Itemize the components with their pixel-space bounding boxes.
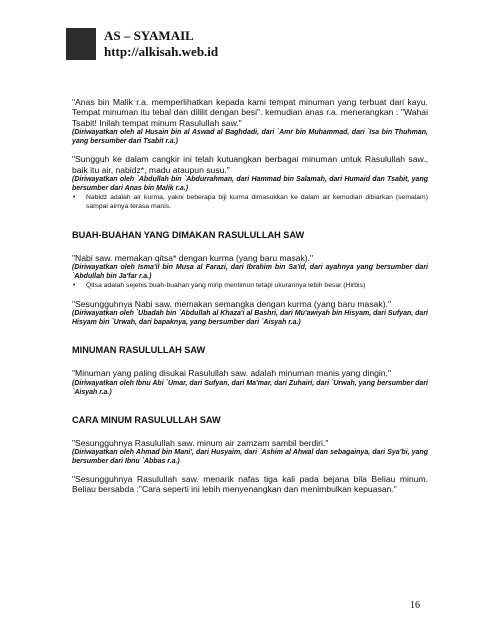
section-heading: MINUMAN RASULULLAH SAW: [72, 345, 206, 356]
document-url: http://alkisah.web.id: [104, 44, 219, 59]
footnote-bullet: [72, 282, 428, 291]
page-content: [72, 97, 428, 495]
footnote-bullet: [72, 194, 428, 212]
section-heading: CARA MINUM RASULULLAH SAW: [72, 414, 221, 425]
hadith-source: (Diriwayatkan oleh al Husain bin al Aswad al Baghdadi, dari `Amr bin Muhammad, dari `Isa bin Thuhman, yang bersumber dari Tsabit r.a.): [72, 129, 428, 146]
hadith-quote: "Sesungguhnya Nabi saw. memakan semangka dengan kurma (yang baru masak).": [72, 298, 391, 309]
hadith-source: (Diriwayatkan oleh `Abdullah bin `Abdurrahman, dari Hammad bin Salamah, dari Humaid dan Tsabit, yang bersumber dari Anas bin Malik r.a.): [72, 176, 428, 193]
hadith-quote: "Sesungguhnya Rasulullah saw. menarik nafas tiga kali pada bejana bila Beliau minum. Beliau bersabda :"Cara seperti ini lebih menyenangkan dan menimbulkan kepuasan.": [72, 474, 428, 495]
bullet-icon: •: [73, 282, 76, 290]
hadith-quote: "Minuman yang paling disukai Rasulullah saw. adalah minuman manis yang dingin.": [72, 368, 392, 379]
footnote-text: Nabidz adalah air kurma, yakni beberapa biji kurma dimasukkan ke dalam air kemudian dibiarkan (semalam) sampai airnya terasa manis.: [86, 194, 428, 210]
hadith-source: (Diriwayatkan oleh `Ubadah bin `Abdullah al Khaza'i al Bashri, dari Mu'awiyah bin Hisyam, dari Sufyan, dari Hisyam bin `Urwah, dari bapaknya, yang bersumber dari `Aisyah r.a.): [72, 310, 428, 327]
document-title: AS – SYAMAIL: [104, 28, 194, 43]
hadith-source: (Diriwayatkan oleh Ibnu Abi `Umar, dari Sufyan, dari Ma'mar, dari Zuhairi, dari `Urwah, yang bersumber dari `Aisyah r.a.): [72, 379, 428, 396]
section-heading: BUAH-BUAHAN YANG DIMAKAN RASULULLAH SAW: [72, 229, 305, 240]
bullet-icon: •: [73, 194, 76, 202]
hadith-source: (Diriwayatkan oleh Ahmad bin Mani', dari Husyaim, dari `Ashim al Ahwal dan sebagainya, dari Sya'bi, yang bersumber dari Ibnu `Abbas r.a.): [72, 449, 428, 466]
header-bar-decoration: [66, 28, 96, 60]
hadith-quote: "Sesungguhnya Rasulullah saw. minum air zamzam sambil berdiri.": [72, 437, 329, 448]
footnote-text: Qitsa adalah sejenis buah-buahan yang mirip mentimun tetapi ukurannya lebih besar (Hirbis): [86, 282, 366, 290]
hadith-quote: "Nabi saw. memakan qitsa* dengan kurma (yang baru masak).": [72, 252, 314, 263]
hadith-quote: "Sungguh ke dalam cangkir ini telah kutuangkan berbagai minuman untuk Rasulullah saw., baik itu air, nabidz*, madu ataupun susu.": [72, 154, 428, 175]
hadith-source: (Diriwayatkan oleh Isma'il bin Musa al Farazi, dari Ibrahim bin Sa'id, dari ayahnya yang bersumber dari `Abdullah bin Ja'far r.a.): [72, 264, 428, 281]
page-number: 16: [410, 600, 420, 611]
hadith-quote: "Anas bin Malik r.a. memperlihatkan kepada kami tempat minuman yang terbuat dari kayu. Tempat minuman itu tebal dan dililit dengan besi". kemudian anas r.a. menerangkan : "Wahai Tsabit! Inilah tempat minum Rasulullah saw.": [72, 97, 428, 128]
